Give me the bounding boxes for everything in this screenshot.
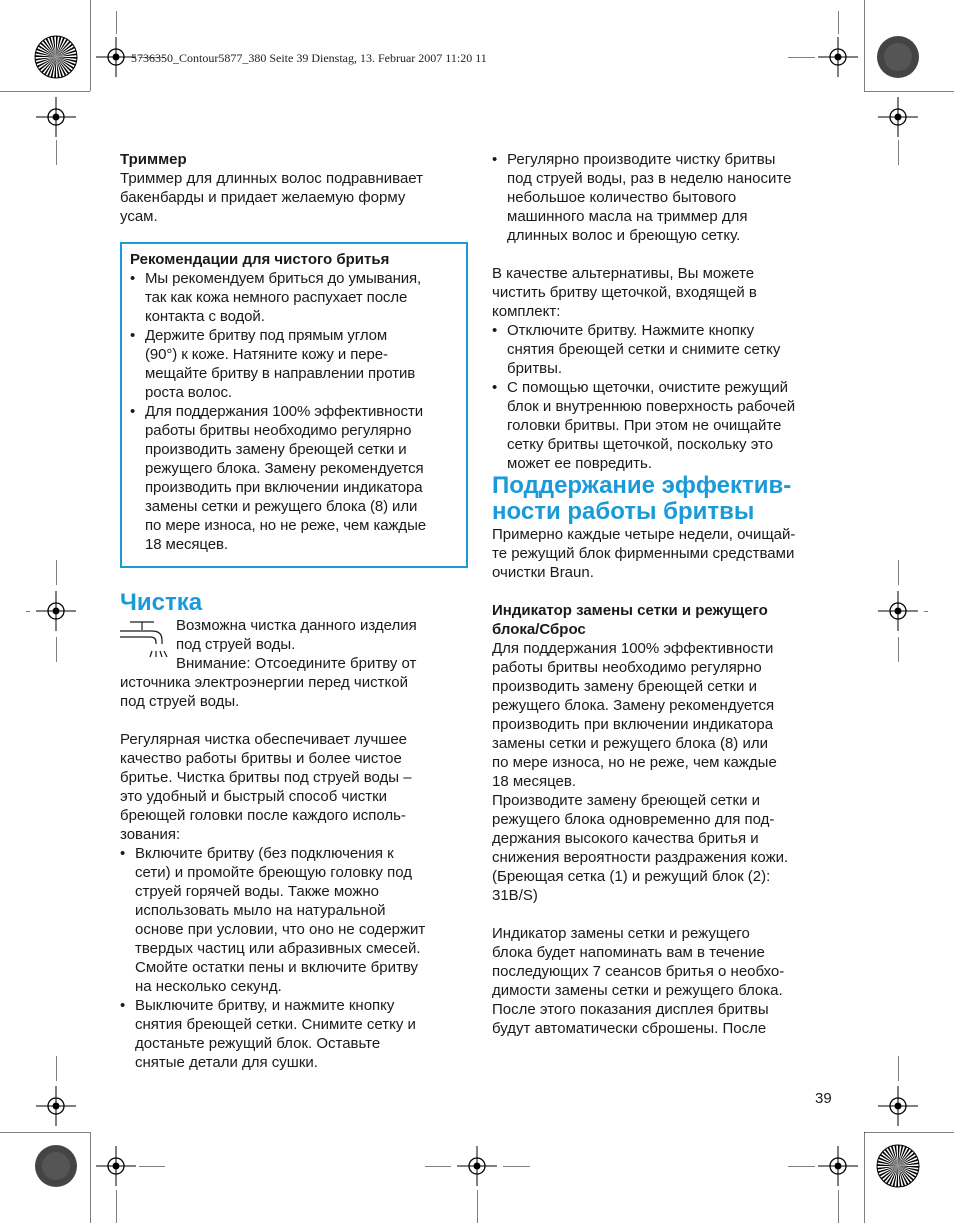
trim-line	[898, 1056, 899, 1082]
text-line: так как кожа немного распухает после	[145, 289, 408, 306]
text-line: усам.	[120, 208, 158, 225]
trim-line	[56, 140, 57, 166]
cleaning-note	[120, 616, 468, 673]
text-line: качество работы бритвы и более чистое	[120, 750, 402, 767]
trim-line	[864, 1132, 865, 1224]
text-line: • Выключите бритву, и нажмите кнопку	[135, 997, 395, 1014]
text-line: производить замену бреющей сетки и	[492, 678, 757, 695]
text-line: источника электроэнергии перед чисткой	[120, 674, 408, 691]
cleaning-intro	[120, 730, 468, 844]
trim-line	[503, 1166, 531, 1167]
text-line: роста волос.	[145, 384, 232, 401]
text-line: Регулярная чистка обеспечивает лучшее	[120, 731, 408, 748]
text-line: работы бритвы необходимо регулярно	[492, 659, 762, 676]
maintenance-heading	[492, 473, 840, 525]
trim-line	[90, 1132, 91, 1224]
trim-line	[788, 57, 816, 58]
screen-dot-mark	[876, 35, 920, 79]
text-line: снижения вероятности раздражения кожи.	[492, 849, 789, 866]
text-line: мещайте бритву в направлении против	[145, 365, 416, 382]
text-line: бакенбарды и придает желаемую форму	[120, 189, 406, 206]
text-line: блока будет напоминать вам в течение	[492, 944, 765, 961]
indicator-heading	[492, 601, 840, 639]
screen-dot-mark	[34, 1144, 78, 1188]
heading-line: Поддержание эффектив-	[492, 472, 792, 499]
text-line: производить при включении индикатора	[145, 479, 423, 496]
text-line: длинных волос и бреющую сетку.	[507, 227, 741, 244]
text-line: струей горячей воды. Также можно	[135, 883, 380, 900]
trim-line	[0, 1132, 91, 1133]
text-line: под струей воды, раз в неделю наносите	[507, 170, 792, 187]
crosshair-mark	[94, 1144, 138, 1188]
trim-line	[788, 1166, 816, 1167]
text-line: небольшое количество бытового	[507, 189, 737, 206]
trim-line	[139, 1166, 166, 1167]
text-line: головки бритвы. При этом не очищайте	[507, 417, 782, 434]
crosshair-mark	[816, 35, 860, 79]
text-line: • Регулярно производите чистку бритвы	[507, 151, 776, 168]
water-tap-icon	[120, 618, 168, 662]
cleaning-step	[120, 844, 468, 996]
heading-line: ности работы бритвы	[492, 498, 755, 525]
page-number: 39	[815, 1090, 832, 1107]
heading-line: Индикатор замены сетки и режущего	[492, 602, 768, 619]
text-line: 18 месяцев.	[145, 536, 228, 553]
trimmer-text	[120, 169, 468, 226]
trim-line	[898, 140, 899, 166]
text-line: Внимание: Отсоедините бритву от	[176, 655, 417, 672]
crosshair-mark	[34, 95, 78, 139]
trim-line	[864, 1132, 954, 1133]
text-line: • С помощью щеточки, очистите режущий	[507, 379, 789, 396]
text-line: те режущий блок фирменными средствами	[492, 545, 795, 562]
text-line: Возможна чистка данного изделия	[176, 617, 417, 634]
text-line: замены сетки и режущего блока (8) или	[492, 735, 768, 752]
maintenance-text	[492, 525, 840, 582]
text-line: После этого показания дисплея бритвы	[492, 1001, 769, 1018]
trim-line	[838, 11, 839, 35]
trim-line	[0, 91, 91, 92]
text-line: • Держите бритву под прямым углом	[145, 327, 388, 344]
trim-line	[26, 611, 31, 612]
trim-line	[56, 637, 57, 663]
trim-line	[864, 0, 865, 92]
text-line: • Мы рекомендуем бриться до умывания,	[145, 270, 422, 287]
text-line: зования:	[120, 826, 181, 843]
tips-list	[130, 269, 458, 554]
text-line: снятия бреющей сетки. Снимите сетку и	[135, 1016, 416, 1033]
crosshair-mark	[34, 589, 78, 633]
trim-line	[56, 560, 57, 586]
text-line: бритвы.	[507, 360, 563, 377]
text-line: Примерно каждые четыре недели, очищай-	[492, 526, 796, 543]
text-line: режущего блока. Замену рекомендуется	[492, 697, 775, 714]
crosshair-mark	[876, 589, 920, 633]
text-line: работы бритвы необходимо регулярно	[145, 422, 412, 439]
tips-item	[130, 326, 458, 402]
trim-line	[838, 1190, 839, 1224]
reminder-text	[492, 924, 840, 1038]
crosshair-mark	[34, 1084, 78, 1128]
text-line: Смойте остатки пены и включите бритву	[135, 959, 418, 976]
text-line: может ее повредить.	[507, 455, 653, 472]
trim-line	[898, 637, 899, 663]
crosshair-mark	[876, 1084, 920, 1128]
alternative-text	[492, 264, 840, 321]
text-line: по мере износа, но не реже, чем каждые	[492, 754, 777, 771]
print-info-header: 5736350_Contour5877_380 Seite 39 Dienstag, 13. Februar 2007 11:20 11	[131, 51, 487, 65]
crosshair-mark	[455, 1144, 499, 1188]
maintenance-list	[492, 150, 840, 245]
text-line: основе при условии, что оно не содержит	[135, 921, 426, 938]
trim-line	[116, 1190, 117, 1224]
text-line: бреющей головки после каждого исполь-	[120, 807, 406, 824]
text-line: комплект:	[492, 303, 561, 320]
text-line: последующих 7 сеансов бритья о необхо-	[492, 963, 785, 980]
text-line: достаньте режущий блок. Оставьте	[135, 1035, 381, 1052]
trim-line	[898, 560, 899, 586]
text-line: по мере износа, но не реже, чем каждые	[145, 517, 426, 534]
text-line: Для поддержания 100% эффективности	[492, 640, 774, 657]
brush-steps	[492, 321, 840, 473]
text-line: будут автоматически сброшены. После	[492, 1020, 767, 1037]
cleaning-step	[120, 996, 468, 1072]
tips-item	[130, 269, 458, 326]
text-line: производить замену бреющей сетки и	[145, 441, 407, 458]
cleaning-heading: Чистка	[120, 589, 203, 616]
right-column	[492, 150, 840, 1038]
starburst-mark	[876, 1144, 920, 1188]
tips-title: Рекомендации для чистого бритья	[130, 251, 390, 268]
text-line: блок и внутреннюю поверхность рабочей	[507, 398, 796, 415]
trim-line	[477, 1190, 478, 1224]
text-line: машинного масла на триммер для	[507, 208, 748, 225]
text-line: В качестве альтернативы, Вы можете	[492, 265, 755, 282]
heading-line: блока/Сброс	[492, 621, 586, 638]
text-line: твердых частиц или абразивных смесей.	[135, 940, 421, 957]
crosshair-mark	[876, 95, 920, 139]
text-line: 18 месяцев.	[492, 773, 577, 790]
text-line: контакта с водой.	[145, 308, 265, 325]
text-line: Триммер для длинных волос подравнивает	[120, 170, 424, 187]
trimmer-title: Триммер	[120, 151, 187, 168]
maintenance-item	[492, 150, 840, 245]
text-line: режущего блока одновременно для под-	[492, 811, 775, 828]
trim-line	[56, 1056, 57, 1082]
text-line: производить при включении индикатора	[492, 716, 774, 733]
text-line: Производите замену бреющей сетки и	[492, 792, 760, 809]
text-line: под струей воды.	[120, 693, 240, 710]
text-line: (90°) к коже. Натяните кожу и пере-	[145, 346, 388, 363]
text-line: сетку бритвы щеточкой, поскольку это	[507, 436, 774, 453]
text-line: снятия бреющей сетки и снимите сетку	[507, 341, 781, 358]
text-line: снятые детали для сушки.	[135, 1054, 318, 1071]
text-line: димости замены сетки и режущего блока.	[492, 982, 783, 999]
trim-line	[116, 11, 117, 35]
text-line: под струей воды.	[176, 636, 296, 653]
text-line: чистить бритву щеточкой, входящей в	[492, 284, 757, 301]
text-line: бритье. Чистка бритвы под струей воды –	[120, 769, 412, 786]
trim-line	[425, 1166, 452, 1167]
text-line: режущего блока. Замену рекомендуется	[145, 460, 424, 477]
cleaning-steps	[120, 844, 468, 1072]
text-line: сети) и промойте бреющую головку под	[135, 864, 412, 881]
trim-line	[90, 0, 91, 92]
text-line: замены сетки и режущего блока (8) или	[145, 498, 418, 515]
text-line: 31B/S)	[492, 887, 538, 904]
text-line: • Отключите бритву. Нажмите кнопку	[507, 322, 755, 339]
text-line: • Для поддержания 100% эффективности	[145, 403, 423, 420]
brush-step	[492, 378, 840, 473]
shaving-tips-box	[120, 242, 468, 568]
trim-line	[864, 91, 954, 92]
indicator-text	[492, 639, 840, 905]
tips-item	[130, 402, 458, 554]
text-line: использовать мыло на натуральной	[135, 902, 386, 919]
left-column	[120, 150, 468, 1072]
text-line: очистки Braun.	[492, 564, 594, 581]
text-line: на несколько секунд.	[135, 978, 282, 995]
text-line: это удобный и быстрый способ чистки	[120, 788, 388, 805]
trim-line	[924, 611, 929, 612]
brush-step	[492, 321, 840, 378]
text-line: Индикатор замены сетки и режущего	[492, 925, 750, 942]
text-line: держания высокого качества бритья и	[492, 830, 759, 847]
text-line: • Включите бритву (без подключения к	[135, 845, 394, 862]
starburst-mark	[34, 35, 78, 79]
text-line: (Бреющая сетка (1) и режущий блок (2):	[492, 868, 771, 885]
crosshair-mark	[816, 1144, 860, 1188]
